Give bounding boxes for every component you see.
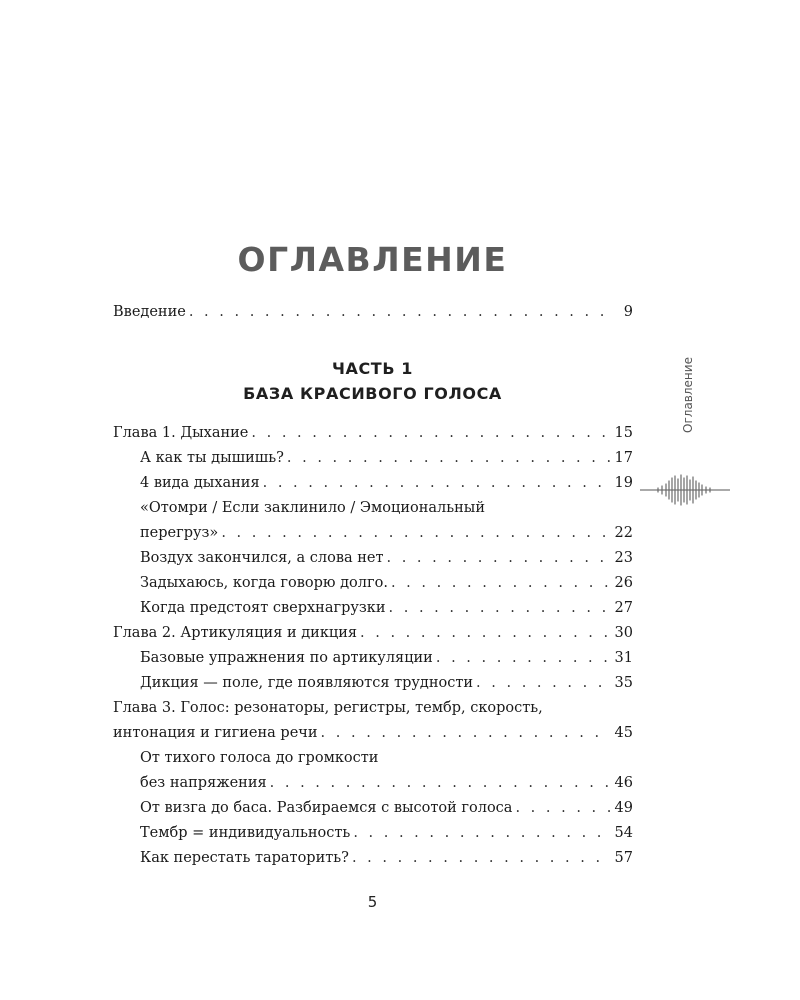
- toc-entry-section[interactable]: [140, 471, 633, 496]
- toc-entry-page: 46: [614, 775, 633, 791]
- dot-leader: [436, 646, 610, 671]
- toc-entry-label: без напряжения: [140, 775, 267, 791]
- toc-entry-section-line1[interactable]: [140, 496, 633, 521]
- toc-entry-section[interactable]: [140, 846, 633, 871]
- toc-entry-page: 49: [614, 800, 633, 816]
- toc-entry-page: 27: [614, 600, 633, 616]
- toc-entry-label: Базовые упражнения по артикуляции: [140, 650, 433, 666]
- toc-entry-label: Задыхаюсь, когда говорю долго.: [140, 575, 388, 591]
- toc-entry-label: Введение: [113, 304, 186, 320]
- toc-entry-label: А как ты дышишь?: [140, 450, 284, 466]
- part-number: ЧАСТЬ 1: [331, 359, 414, 378]
- dot-leader: [353, 821, 610, 846]
- dot-leader: [263, 471, 610, 496]
- toc-entry-label: Глава 1. Дыхание: [113, 425, 249, 441]
- dot-leader: [476, 671, 610, 696]
- toc-entry-label: 4 вида дыхания: [140, 475, 260, 491]
- dot-leader: [515, 796, 610, 821]
- toc-entry-section[interactable]: [140, 546, 633, 571]
- toc-entry-page: 19: [614, 475, 633, 491]
- toc-entry-intro[interactable]: [113, 300, 633, 325]
- dot-leader: [189, 300, 610, 325]
- toc-entry-section[interactable]: [140, 446, 633, 471]
- toc-entry-label: Тембр = индивидуальность: [140, 825, 351, 841]
- toc-entry-chapter-3[interactable]: [113, 721, 633, 746]
- toc-entry-label: перегруз»: [140, 525, 219, 541]
- toc-entry-section[interactable]: [140, 596, 633, 621]
- toc-entry-section-line1[interactable]: [140, 746, 633, 771]
- dot-leader: [389, 596, 610, 621]
- toc-entry-page: 57: [614, 850, 633, 866]
- toc-entry-label: От тихого голоса до громкости: [140, 750, 379, 766]
- toc-entry-label: Глава 3. Голос: резонаторы, регистры, тембр, скорость,: [113, 700, 543, 716]
- dot-leader: [391, 571, 610, 596]
- dot-leader: [287, 446, 610, 471]
- toc-entry-chapter-3-line1[interactable]: [113, 696, 623, 721]
- toc-entry-section[interactable]: [140, 821, 633, 846]
- toc-entry-section[interactable]: [140, 521, 633, 546]
- toc-entry-page: 15: [614, 425, 633, 441]
- dot-leader: [321, 721, 610, 746]
- toc-entry-chapter-1[interactable]: [113, 421, 633, 446]
- toc-entry-page: 31: [614, 650, 633, 666]
- toc-entry-page: 9: [623, 304, 633, 320]
- toc-entry-label: интонация и гигиена речи: [113, 725, 318, 741]
- part-title: БАЗА КРАСИВОГО ГОЛОСА: [243, 384, 502, 403]
- dot-leader: [251, 421, 610, 446]
- page-title: ОГЛАВЛЕНИЕ: [237, 240, 508, 279]
- dot-leader: [221, 521, 610, 546]
- toc-entry-page: 26: [614, 575, 633, 591]
- dot-leader: [270, 771, 610, 796]
- running-header-side: [676, 355, 700, 435]
- toc-entry-page: 54: [614, 825, 633, 841]
- sound-wave-icon: [640, 474, 730, 506]
- toc-entry-label: Дикция — поле, где появляются трудности: [140, 675, 474, 691]
- toc-entry-label: Воздух закончился, а слова нет: [140, 550, 384, 566]
- toc-entry-page: 22: [614, 525, 633, 541]
- toc-entry-page: 23: [614, 550, 633, 566]
- side-label: Оглавление: [681, 357, 695, 433]
- toc-entry-label: От визга до баса. Разбираемся с высотой голоса: [140, 800, 513, 816]
- toc-entry-page: 30: [614, 625, 633, 641]
- dot-leader: [360, 621, 610, 646]
- dot-leader: [352, 846, 610, 871]
- toc-entry-page: 45: [614, 725, 633, 741]
- toc-entry-page: 17: [614, 450, 633, 466]
- toc-entry-label: «Отомри / Если заклинило / Эмоциональный: [140, 500, 485, 516]
- toc-entry-label: Глава 2. Артикуляция и дикция: [113, 625, 358, 641]
- toc-entry-chapter-2[interactable]: [113, 621, 633, 646]
- page-number: 5: [367, 893, 378, 911]
- toc-entry-label: Как перестать тараторить?: [140, 850, 349, 866]
- toc-entry-section[interactable]: [140, 796, 633, 821]
- dot-leader: [387, 546, 611, 571]
- toc-entry-page: 35: [614, 675, 633, 691]
- toc-entry-section[interactable]: [140, 771, 633, 796]
- toc-entry-section[interactable]: [140, 646, 633, 671]
- toc-entry-section[interactable]: [140, 571, 633, 596]
- toc-entry-section[interactable]: [140, 671, 633, 696]
- toc-entry-label: Когда предстоят сверхнагрузки: [140, 600, 386, 616]
